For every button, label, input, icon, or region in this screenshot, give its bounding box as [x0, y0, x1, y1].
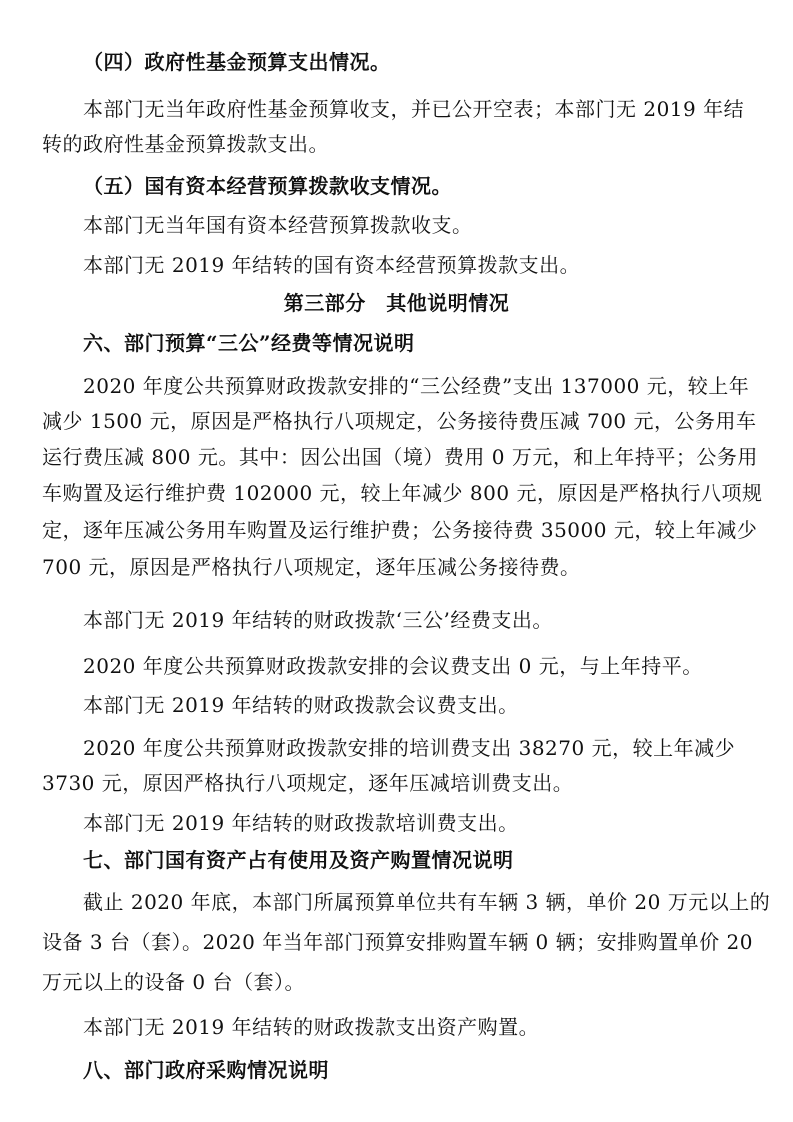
paragraph-line: 700 元，原因是严格执行八项规定，逐年压减公务接待费。 [42, 555, 581, 579]
section-heading-4: （四）政府性基金预算支出情况。 [83, 50, 391, 74]
paragraph-line: 本部门无 2019 年结转的财政拨款支出资产购置。 [83, 1015, 540, 1039]
paragraph-line: 车购置及运行维护费 102000 元，较上年减少 800 元，原因是严格执行八项规 [42, 481, 763, 505]
paragraph-line: 本部门无当年政府性基金预算收支，并已公开空表；本部门无 2019 年结 [83, 97, 745, 121]
paragraph-line: 运行费压减 800 元。其中：因公出国（境）费用 0 万元，和上年持平；公务用 [42, 445, 758, 469]
section-heading-7: 七、部门国有资产占有使用及资产购置情况说明 [83, 848, 514, 872]
paragraph-line: 定，逐年压减公务用车购置及运行维护费；公务接待费 35000 元，较上年减少 [42, 518, 758, 542]
part-three-title: 第三部分 其他说明情况 [283, 291, 510, 315]
paragraph-line: 减少 1500 元，原因是严格执行八项规定，公务接待费压减 700 元，公务用车 [42, 409, 757, 433]
paragraph-line: 本部门无当年国有资本经营预算拨款收支。 [83, 213, 473, 237]
paragraph-line: 本部门无 2019 年结转的国有资本经营预算拨款支出。 [83, 253, 581, 277]
paragraph-line: 2020 年度公共预算财政拨款安排的培训费支出 38270 元，较上年减少 [83, 736, 736, 760]
section-heading-8: 八、部门政府采购情况说明 [83, 1058, 329, 1082]
paragraph-line: 本部门无 2019 年结转的财政拨款‘三公’经费支出。 [83, 608, 553, 632]
paragraph-line: 设备 3 台（套）。2020 年当年部门预算安排购置车辆 0 辆；安排购置单价 20 [42, 930, 753, 954]
paragraph-line: 2020 年度公共预算财政拨款安排的“三公经费”支出 137000 元，较上年 [83, 374, 750, 398]
paragraph-line: 2020 年度公共预算财政拨款安排的会议费支出 0 元，与上年持平。 [83, 654, 703, 678]
section-heading-5: （五）国有资本经营预算拨款收支情况。 [83, 174, 452, 198]
paragraph-line: 本部门无 2019 年结转的财政拨款培训费支出。 [83, 811, 519, 835]
paragraph-line: 本部门无 2019 年结转的财政拨款会议费支出。 [83, 693, 519, 717]
paragraph-line: 万元以上的设备 0 台（套）。 [42, 970, 305, 994]
section-heading-6: 六、部门预算“三公”经费等情况说明 [83, 331, 415, 355]
paragraph-line: 截止 2020 年底，本部门所属预算单位共有车辆 3 辆，单价 20 万元以上的 [83, 890, 771, 914]
paragraph-line: 转的政府性基金预算拨款支出。 [42, 132, 329, 156]
paragraph-line: 3730 元，原因严格执行八项规定，逐年压减培训费支出。 [42, 771, 574, 795]
